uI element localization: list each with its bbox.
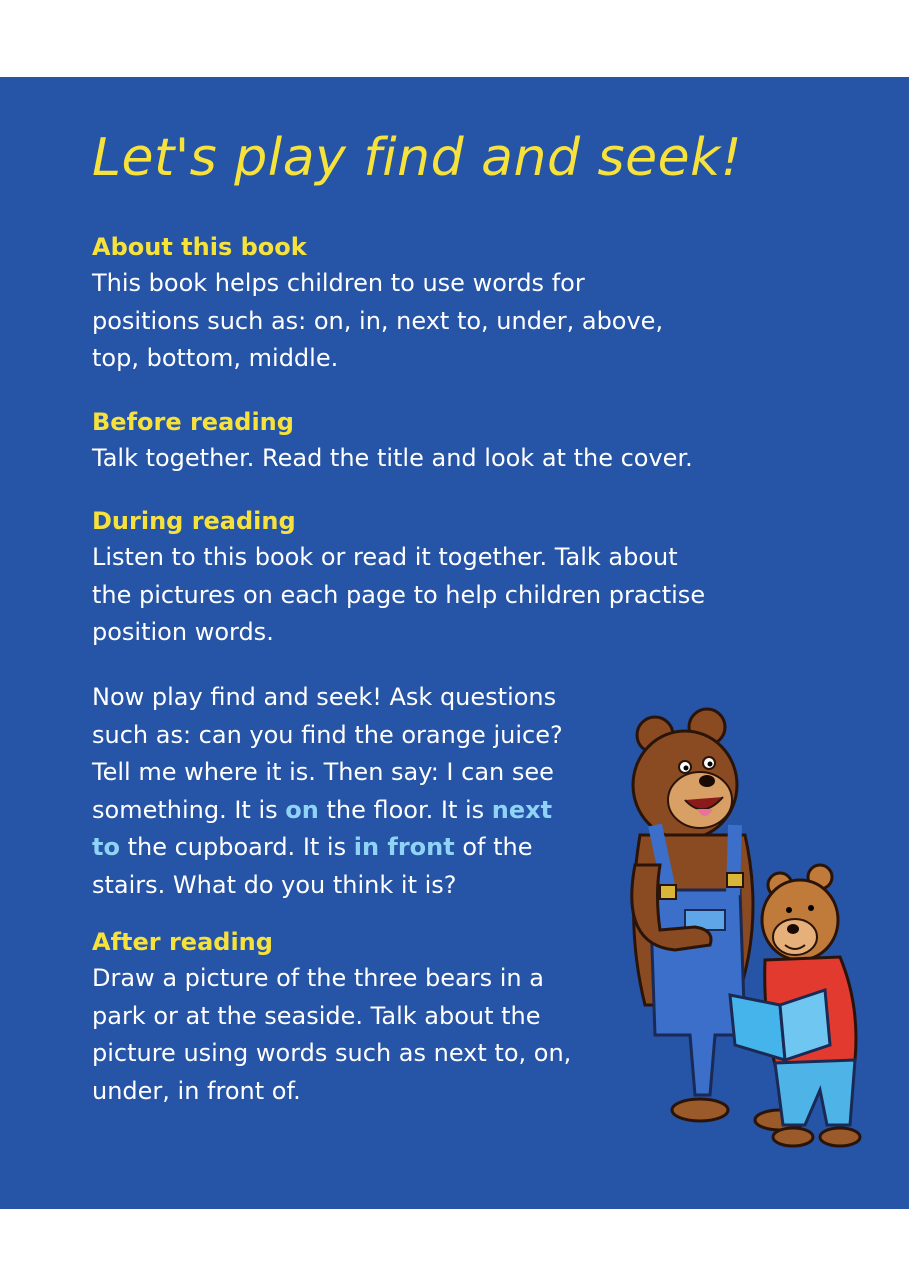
page-title: Let's play find and seek!	[92, 128, 743, 188]
during-line-3: position words.	[92, 618, 274, 646]
find-seek-text	[92, 679, 563, 904]
find-seek-section	[92, 677, 563, 904]
find-seek-line-2: such as: can you find the orange juice?	[92, 720, 563, 749]
find-seek-line-6: stairs. What do you think it is?	[92, 870, 457, 899]
about-heading: About this book	[92, 233, 307, 261]
highlight-in-front: in front	[353, 833, 455, 861]
about-line-2: positions such as: on, in, next to, under, above,	[92, 306, 664, 335]
about-line-3: top, bottom, middle.	[92, 344, 339, 372]
before-heading: Before reading	[92, 408, 294, 436]
about-line-1: This book helps children to use words for	[92, 269, 585, 297]
after-section	[92, 926, 571, 1110]
find-seek-line-5b: of the	[454, 833, 533, 861]
during-line-1: Listen to this book or read it together. Talk about	[92, 543, 678, 571]
after-heading: After reading	[92, 928, 273, 956]
highlight-on: on	[285, 795, 319, 824]
find-seek-line-4b: the floor. It is	[318, 795, 492, 824]
during-heading: During reading	[92, 507, 296, 535]
during-text	[92, 539, 705, 652]
before-line-1: Talk together. Read the title and look at the cover.	[92, 444, 693, 472]
during-line-2: the pictures on each page to help children practise	[92, 580, 706, 609]
before-section	[92, 406, 693, 478]
about-section	[92, 231, 663, 378]
bears-illustration	[615, 705, 875, 1165]
after-line-4: under, in front of.	[92, 1076, 301, 1105]
highlight-next: next	[491, 795, 553, 824]
find-seek-line-1: Now play find and seek! Ask questions	[92, 683, 557, 711]
during-section	[92, 505, 705, 652]
after-text	[92, 960, 571, 1110]
after-line-2: park or at the seaside. Talk about the	[92, 1001, 541, 1030]
after-line-1: Draw a picture of the three bears in a	[92, 964, 544, 992]
find-seek-line-5a: the cupboard. It is	[119, 833, 354, 861]
find-seek-line-4a: something. It is	[92, 795, 286, 824]
find-seek-line-3: Tell me where it is. Then say: I can see	[92, 758, 554, 786]
before-text	[92, 440, 693, 478]
about-text	[92, 265, 663, 378]
highlight-to: to	[92, 833, 120, 861]
after-line-3: picture using words such as next to, on,	[92, 1039, 572, 1067]
